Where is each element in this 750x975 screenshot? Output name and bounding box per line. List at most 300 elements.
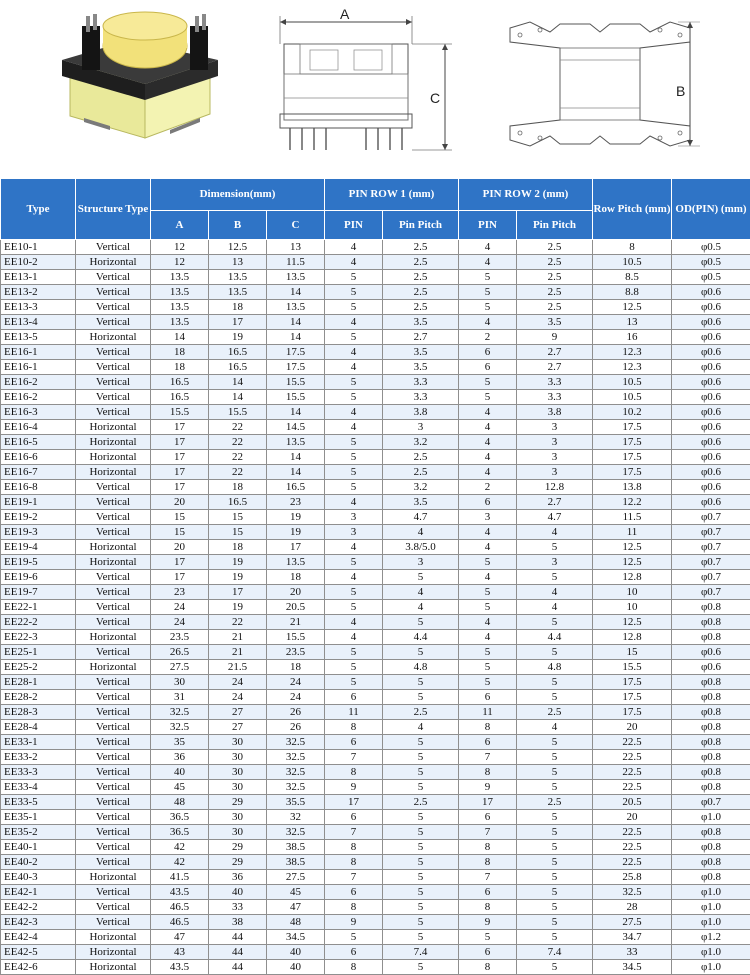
cell-pitch2: 5 xyxy=(517,540,593,555)
header-pin-1: PIN xyxy=(325,211,383,240)
cell-dim-a: 14 xyxy=(151,330,209,345)
cell-pitch1: 2.5 xyxy=(383,465,459,480)
table-row xyxy=(1,585,750,600)
cell-dim-a: 35 xyxy=(151,735,209,750)
cell-type: EE19-3 xyxy=(1,525,76,540)
cell-dim-a: 31 xyxy=(151,690,209,705)
cell-pin2: 5 xyxy=(459,660,517,675)
cell-pin2: 8 xyxy=(459,960,517,975)
cell-pitch2: 4 xyxy=(517,600,593,615)
cell-type: EE19-5 xyxy=(1,555,76,570)
cell-dim-c: 32.5 xyxy=(267,735,325,750)
cell-dim-b: 29 xyxy=(209,840,267,855)
cell-type: EE16-3 xyxy=(1,405,76,420)
header-pin-2: PIN xyxy=(459,211,517,240)
header-row-pitch: Row Pitch (mm) xyxy=(593,179,672,240)
cell-pin2: 17 xyxy=(459,795,517,810)
cell-pitch2: 12.8 xyxy=(517,480,593,495)
cell-dim-b: 36 xyxy=(209,870,267,885)
cell-od-pin: φ0.6 xyxy=(672,375,750,390)
cell-dim-c: 11.5 xyxy=(267,255,325,270)
cell-pitch1: 2.5 xyxy=(383,255,459,270)
cell-row-pitch: 17.5 xyxy=(593,420,672,435)
cell-pitch1: 2.7 xyxy=(383,330,459,345)
dimension-c-label: C xyxy=(430,90,441,106)
cell-dim-b: 24 xyxy=(209,690,267,705)
cell-pin1: 8 xyxy=(325,900,383,915)
table-row xyxy=(1,600,750,615)
cell-row-pitch: 12.8 xyxy=(593,570,672,585)
table-row xyxy=(1,375,750,390)
cell-structure: Vertical xyxy=(76,735,151,750)
cell-row-pitch: 15 xyxy=(593,645,672,660)
cell-dim-c: 40 xyxy=(267,945,325,960)
cell-row-pitch: 12.2 xyxy=(593,495,672,510)
cell-structure: Vertical xyxy=(76,675,151,690)
table-row xyxy=(1,930,750,945)
cell-pitch1: 2.5 xyxy=(383,300,459,315)
cell-od-pin: φ0.6 xyxy=(672,315,750,330)
cell-pin2: 4 xyxy=(459,465,517,480)
cell-dim-b: 14 xyxy=(209,375,267,390)
cell-dim-c: 14 xyxy=(267,315,325,330)
cell-pin1: 4 xyxy=(325,420,383,435)
cell-pitch1: 4.7 xyxy=(383,510,459,525)
cell-od-pin: φ0.8 xyxy=(672,840,750,855)
cell-pitch2: 2.5 xyxy=(517,795,593,810)
cell-od-pin: φ0.7 xyxy=(672,510,750,525)
table-row xyxy=(1,780,750,795)
cell-dim-c: 14 xyxy=(267,450,325,465)
cell-structure: Horizontal xyxy=(76,255,151,270)
cell-row-pitch: 13 xyxy=(593,315,672,330)
cell-dim-b: 30 xyxy=(209,825,267,840)
table-row xyxy=(1,690,750,705)
cell-pin2: 8 xyxy=(459,855,517,870)
cell-pitch2: 2.7 xyxy=(517,495,593,510)
cell-dim-b: 22 xyxy=(209,465,267,480)
cell-row-pitch: 25.8 xyxy=(593,870,672,885)
cell-type: EE16-2 xyxy=(1,375,76,390)
cell-row-pitch: 22.5 xyxy=(593,780,672,795)
cell-dim-b: 16.5 xyxy=(209,495,267,510)
table-row xyxy=(1,450,750,465)
table-row xyxy=(1,555,750,570)
cell-pin1: 5 xyxy=(325,555,383,570)
cell-type: EE16-1 xyxy=(1,360,76,375)
cell-row-pitch: 12.3 xyxy=(593,345,672,360)
header-type: Type xyxy=(1,179,76,240)
cell-od-pin: φ1.2 xyxy=(672,930,750,945)
cell-type: EE22-3 xyxy=(1,630,76,645)
cell-dim-c: 20 xyxy=(267,585,325,600)
cell-dim-c: 23.5 xyxy=(267,645,325,660)
cell-pin2: 5 xyxy=(459,930,517,945)
table-row xyxy=(1,705,750,720)
cell-row-pitch: 10 xyxy=(593,585,672,600)
cell-pitch2: 3 xyxy=(517,450,593,465)
cell-pin1: 17 xyxy=(325,795,383,810)
cell-dim-a: 23 xyxy=(151,585,209,600)
cell-dim-a: 46.5 xyxy=(151,915,209,930)
cell-pin2: 5 xyxy=(459,270,517,285)
cell-type: EE40-1 xyxy=(1,840,76,855)
cell-pitch1: 3.3 xyxy=(383,375,459,390)
cell-pin2: 5 xyxy=(459,285,517,300)
cell-structure: Vertical xyxy=(76,285,151,300)
table-row xyxy=(1,540,750,555)
cell-pitch1: 2.5 xyxy=(383,270,459,285)
table-row xyxy=(1,315,750,330)
cell-dim-a: 17 xyxy=(151,480,209,495)
cell-dim-a: 18 xyxy=(151,360,209,375)
cell-row-pitch: 12.5 xyxy=(593,615,672,630)
cell-type: EE28-4 xyxy=(1,720,76,735)
cell-pitch1: 4 xyxy=(383,720,459,735)
cell-row-pitch: 12.8 xyxy=(593,630,672,645)
cell-od-pin: φ1.0 xyxy=(672,915,750,930)
cell-dim-b: 18 xyxy=(209,300,267,315)
cell-row-pitch: 34.5 xyxy=(593,960,672,975)
cell-dim-b: 17 xyxy=(209,315,267,330)
table-row xyxy=(1,870,750,885)
cell-dim-c: 15.5 xyxy=(267,630,325,645)
cell-dim-a: 13.5 xyxy=(151,300,209,315)
cell-dim-c: 32.5 xyxy=(267,825,325,840)
cell-pin1: 6 xyxy=(325,690,383,705)
cell-structure: Vertical xyxy=(76,510,151,525)
cell-pin1: 6 xyxy=(325,885,383,900)
cell-row-pitch: 12.3 xyxy=(593,360,672,375)
table-row xyxy=(1,495,750,510)
cell-type: EE16-2 xyxy=(1,390,76,405)
cell-od-pin: φ1.0 xyxy=(672,900,750,915)
table-row xyxy=(1,675,750,690)
cell-dim-b: 24 xyxy=(209,675,267,690)
cell-od-pin: φ0.8 xyxy=(672,690,750,705)
table-row xyxy=(1,510,750,525)
cell-pitch2: 3.5 xyxy=(517,315,593,330)
cell-structure: Vertical xyxy=(76,810,151,825)
cell-row-pitch: 34.7 xyxy=(593,930,672,945)
cell-od-pin: φ0.6 xyxy=(672,465,750,480)
table-row xyxy=(1,525,750,540)
table-row xyxy=(1,465,750,480)
cell-dim-a: 36.5 xyxy=(151,810,209,825)
table-row xyxy=(1,240,750,255)
cell-pin2: 2 xyxy=(459,480,517,495)
cell-type: EE25-2 xyxy=(1,660,76,675)
cell-pin2: 5 xyxy=(459,675,517,690)
dimension-a-label: A xyxy=(340,6,350,22)
cell-dim-b: 19 xyxy=(209,600,267,615)
cell-type: EE13-2 xyxy=(1,285,76,300)
cell-row-pitch: 15.5 xyxy=(593,660,672,675)
cell-dim-b: 13.5 xyxy=(209,270,267,285)
cell-pin1: 4 xyxy=(325,495,383,510)
cell-type: EE19-1 xyxy=(1,495,76,510)
cell-structure: Vertical xyxy=(76,300,151,315)
cell-pitch1: 5 xyxy=(383,750,459,765)
table-row xyxy=(1,330,750,345)
cell-od-pin: φ0.8 xyxy=(672,825,750,840)
cell-dim-c: 18 xyxy=(267,660,325,675)
cell-dim-b: 12.5 xyxy=(209,240,267,255)
cell-row-pitch: 22.5 xyxy=(593,855,672,870)
cell-dim-a: 17 xyxy=(151,420,209,435)
cell-od-pin: φ0.8 xyxy=(672,720,750,735)
cell-pin2: 8 xyxy=(459,765,517,780)
cell-dim-c: 32 xyxy=(267,810,325,825)
cell-row-pitch: 22.5 xyxy=(593,765,672,780)
cell-dim-c: 45 xyxy=(267,885,325,900)
cell-pitch1: 5 xyxy=(383,810,459,825)
cell-structure: Vertical xyxy=(76,315,151,330)
cell-pin1: 5 xyxy=(325,585,383,600)
cell-dim-a: 18 xyxy=(151,345,209,360)
cell-pin2: 4 xyxy=(459,315,517,330)
cell-structure: Vertical xyxy=(76,480,151,495)
cell-dim-a: 45 xyxy=(151,780,209,795)
cell-od-pin: φ0.8 xyxy=(672,870,750,885)
cell-pin1: 7 xyxy=(325,870,383,885)
cell-pitch2: 5 xyxy=(517,840,593,855)
cell-structure: Horizontal xyxy=(76,930,151,945)
cell-type: EE35-2 xyxy=(1,825,76,840)
cell-dim-a: 12 xyxy=(151,255,209,270)
cell-od-pin: φ0.6 xyxy=(672,345,750,360)
cell-dim-b: 44 xyxy=(209,930,267,945)
cell-pin2: 4 xyxy=(459,405,517,420)
table-row xyxy=(1,645,750,660)
cell-od-pin: φ0.8 xyxy=(672,615,750,630)
cell-row-pitch: 12.5 xyxy=(593,555,672,570)
cell-dim-b: 30 xyxy=(209,765,267,780)
cell-structure: Horizontal xyxy=(76,555,151,570)
cell-pitch2: 2.5 xyxy=(517,270,593,285)
table-row xyxy=(1,945,750,960)
cell-pitch1: 5 xyxy=(383,900,459,915)
cell-dim-b: 44 xyxy=(209,960,267,975)
cell-structure: Vertical xyxy=(76,840,151,855)
cell-type: EE16-8 xyxy=(1,480,76,495)
cell-structure: Horizontal xyxy=(76,630,151,645)
header-pin-pitch-2: Pin Pitch xyxy=(517,211,593,240)
cell-pin2: 4 xyxy=(459,615,517,630)
cell-od-pin: φ0.7 xyxy=(672,585,750,600)
cell-dim-b: 30 xyxy=(209,735,267,750)
header-dimension: Dimension(mm) xyxy=(151,179,325,211)
cell-pin2: 4 xyxy=(459,570,517,585)
cell-pin2: 5 xyxy=(459,585,517,600)
cell-pitch2: 3 xyxy=(517,555,593,570)
cell-od-pin: φ0.7 xyxy=(672,540,750,555)
cell-row-pitch: 10 xyxy=(593,600,672,615)
cell-type: EE16-1 xyxy=(1,345,76,360)
cell-dim-b: 18 xyxy=(209,480,267,495)
table-row xyxy=(1,660,750,675)
cell-type: EE33-5 xyxy=(1,795,76,810)
cell-pitch2: 5 xyxy=(517,855,593,870)
cell-structure: Vertical xyxy=(76,825,151,840)
cell-dim-a: 46.5 xyxy=(151,900,209,915)
cell-pin2: 6 xyxy=(459,735,517,750)
cell-od-pin: φ0.6 xyxy=(672,420,750,435)
cell-pitch1: 2.5 xyxy=(383,285,459,300)
cell-pitch1: 2.5 xyxy=(383,705,459,720)
cell-dim-b: 30 xyxy=(209,780,267,795)
cell-pin1: 5 xyxy=(325,390,383,405)
cell-pin2: 8 xyxy=(459,900,517,915)
cell-pitch1: 5 xyxy=(383,930,459,945)
table-row xyxy=(1,750,750,765)
cell-pitch1: 5 xyxy=(383,735,459,750)
spec-table-body xyxy=(1,240,750,975)
cell-pin1: 4 xyxy=(325,405,383,420)
cell-row-pitch: 22.5 xyxy=(593,750,672,765)
cell-dim-a: 32.5 xyxy=(151,705,209,720)
cell-pitch2: 2.5 xyxy=(517,300,593,315)
cell-dim-a: 16.5 xyxy=(151,375,209,390)
cell-pin2: 4 xyxy=(459,240,517,255)
cell-dim-a: 42 xyxy=(151,855,209,870)
cell-pitch2: 5 xyxy=(517,615,593,630)
cell-od-pin: φ0.5 xyxy=(672,255,750,270)
cell-pin1: 7 xyxy=(325,750,383,765)
cell-dim-c: 13.5 xyxy=(267,435,325,450)
cell-pin1: 5 xyxy=(325,675,383,690)
cell-pin2: 5 xyxy=(459,600,517,615)
cell-structure: Horizontal xyxy=(76,870,151,885)
cell-dim-b: 30 xyxy=(209,750,267,765)
cell-pin2: 3 xyxy=(459,510,517,525)
cell-pin2: 4 xyxy=(459,630,517,645)
cell-pitch2: 5 xyxy=(517,780,593,795)
cell-pitch1: 4.4 xyxy=(383,630,459,645)
cell-dim-c: 47 xyxy=(267,900,325,915)
cell-od-pin: φ1.0 xyxy=(672,810,750,825)
cell-dim-a: 48 xyxy=(151,795,209,810)
cell-pin2: 9 xyxy=(459,915,517,930)
cell-dim-b: 19 xyxy=(209,570,267,585)
cell-dim-a: 15 xyxy=(151,525,209,540)
cell-dim-b: 21 xyxy=(209,630,267,645)
cell-dim-c: 32.5 xyxy=(267,780,325,795)
cell-pitch2: 2.5 xyxy=(517,705,593,720)
cell-od-pin: φ0.6 xyxy=(672,300,750,315)
cell-pin1: 8 xyxy=(325,720,383,735)
cell-row-pitch: 11 xyxy=(593,525,672,540)
cell-dim-a: 20 xyxy=(151,495,209,510)
table-row xyxy=(1,900,750,915)
cell-pin2: 5 xyxy=(459,375,517,390)
cell-dim-c: 17.5 xyxy=(267,345,325,360)
cell-structure: Vertical xyxy=(76,915,151,930)
table-row xyxy=(1,270,750,285)
cell-pitch2: 3.3 xyxy=(517,375,593,390)
cell-dim-b: 19 xyxy=(209,555,267,570)
cell-structure: Vertical xyxy=(76,900,151,915)
cell-dim-c: 38.5 xyxy=(267,840,325,855)
cell-pitch1: 3 xyxy=(383,420,459,435)
cell-pitch2: 5 xyxy=(517,960,593,975)
cell-row-pitch: 20 xyxy=(593,810,672,825)
cell-dim-b: 15 xyxy=(209,525,267,540)
cell-pin2: 4 xyxy=(459,525,517,540)
cell-od-pin: φ0.5 xyxy=(672,270,750,285)
cell-pin2: 6 xyxy=(459,945,517,960)
cell-pitch1: 5 xyxy=(383,780,459,795)
cell-dim-c: 34.5 xyxy=(267,930,325,945)
cell-pin1: 4 xyxy=(325,570,383,585)
cell-structure: Vertical xyxy=(76,750,151,765)
cell-type: EE19-2 xyxy=(1,510,76,525)
cell-pin1: 4 xyxy=(325,315,383,330)
cell-dim-b: 33 xyxy=(209,900,267,915)
table-row xyxy=(1,840,750,855)
cell-od-pin: φ0.7 xyxy=(672,570,750,585)
cell-type: EE16-6 xyxy=(1,450,76,465)
cell-structure: Vertical xyxy=(76,390,151,405)
table-row xyxy=(1,915,750,930)
cell-pitch1: 4 xyxy=(383,600,459,615)
cell-pitch2: 5 xyxy=(517,900,593,915)
cell-row-pitch: 10.5 xyxy=(593,375,672,390)
cell-dim-a: 27.5 xyxy=(151,660,209,675)
cell-dim-b: 13.5 xyxy=(209,285,267,300)
cell-row-pitch: 17.5 xyxy=(593,675,672,690)
table-row xyxy=(1,390,750,405)
cell-dim-a: 13.5 xyxy=(151,285,209,300)
cell-pitch1: 3.8/5.0 xyxy=(383,540,459,555)
cell-pitch2: 4 xyxy=(517,525,593,540)
cell-dim-c: 21 xyxy=(267,615,325,630)
cell-structure: Vertical xyxy=(76,375,151,390)
cell-row-pitch: 17.5 xyxy=(593,465,672,480)
cell-pin1: 5 xyxy=(325,270,383,285)
cell-dim-c: 35.5 xyxy=(267,795,325,810)
cell-pitch2: 3.3 xyxy=(517,390,593,405)
cell-dim-b: 13 xyxy=(209,255,267,270)
cell-type: EE13-1 xyxy=(1,270,76,285)
cell-pin1: 5 xyxy=(325,285,383,300)
cell-dim-c: 15.5 xyxy=(267,390,325,405)
cell-pin2: 4 xyxy=(459,435,517,450)
cell-pitch2: 3 xyxy=(517,465,593,480)
cell-pitch1: 5 xyxy=(383,765,459,780)
cell-structure: Horizontal xyxy=(76,660,151,675)
cell-dim-c: 18 xyxy=(267,570,325,585)
cell-row-pitch: 17.5 xyxy=(593,690,672,705)
cell-row-pitch: 17.5 xyxy=(593,705,672,720)
cell-dim-b: 18 xyxy=(209,540,267,555)
cell-pitch2: 4 xyxy=(517,720,593,735)
cell-dim-c: 38.5 xyxy=(267,855,325,870)
header-row-top xyxy=(1,179,750,211)
cell-pitch2: 5 xyxy=(517,810,593,825)
cell-dim-c: 26 xyxy=(267,705,325,720)
cell-dim-b: 17 xyxy=(209,585,267,600)
cell-pin1: 3 xyxy=(325,525,383,540)
cell-od-pin: φ0.8 xyxy=(672,750,750,765)
dimension-b-marker xyxy=(668,0,698,178)
cell-dim-a: 17 xyxy=(151,450,209,465)
cell-row-pitch: 27.5 xyxy=(593,915,672,930)
cell-pin1: 8 xyxy=(325,840,383,855)
cell-dim-c: 17 xyxy=(267,540,325,555)
cell-dim-b: 27 xyxy=(209,705,267,720)
cell-pin2: 2 xyxy=(459,330,517,345)
